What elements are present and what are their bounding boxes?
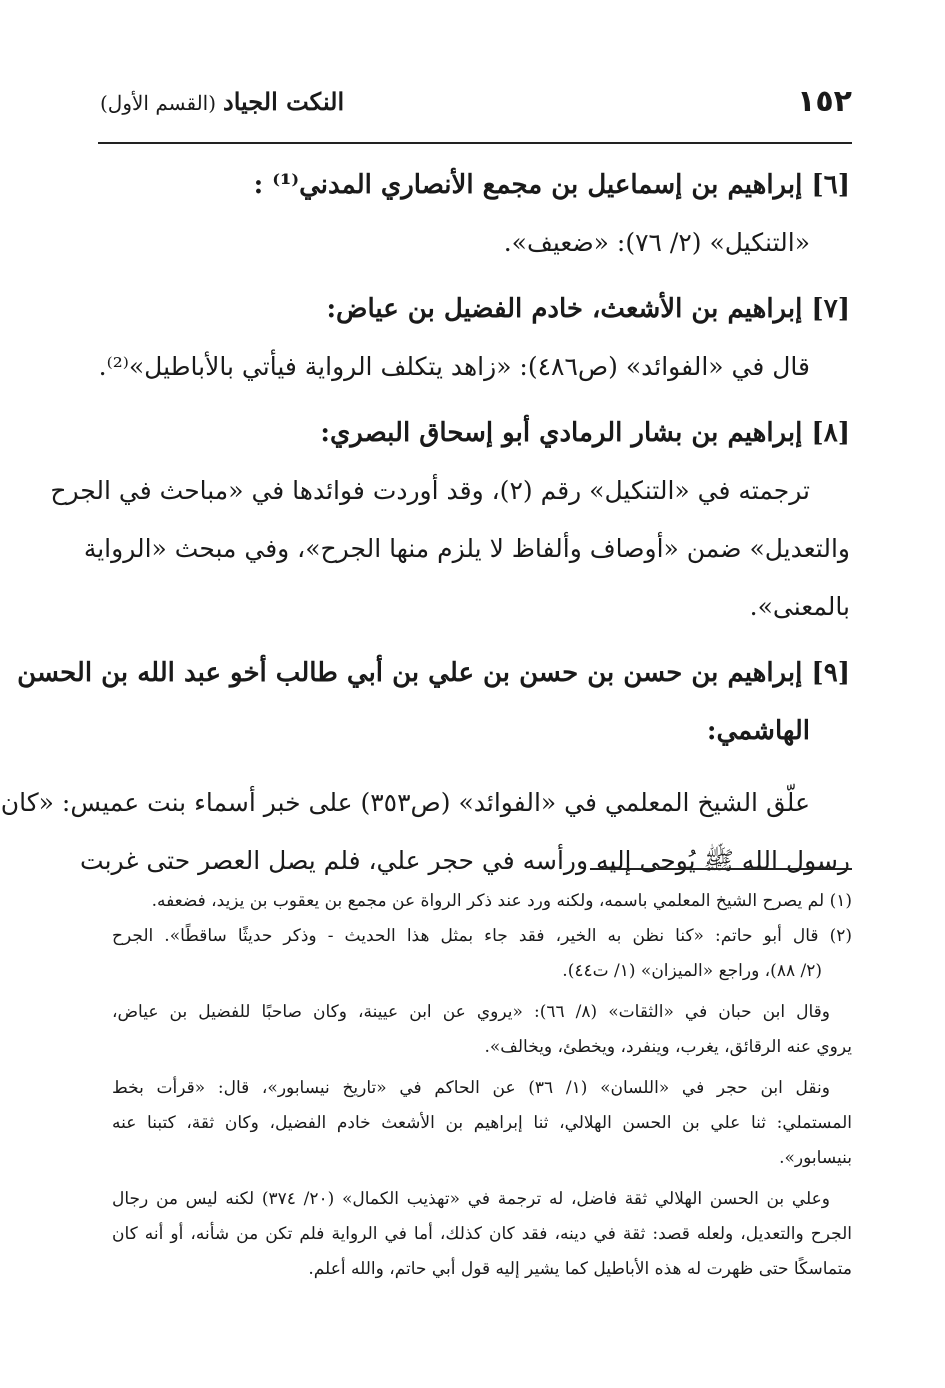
page-header xyxy=(100,82,852,122)
footnote-line: وعلي بن الحسن الهلالي ثقة فاضل، له ترجمة في «تهذيب الكمال» (٢٠/ ٣٧٤) لكنه ليس من رجال xyxy=(112,1189,831,1209)
entry-heading-9: [٩] إبراهيم بن حسن بن حسن بن علي بن أبي طالب أخو عبد الله بن الحسن xyxy=(17,658,850,688)
entry-text-line: بالمعنى». xyxy=(749,592,850,621)
footnote-line: يروي عنه الرقائق، يغرب، وينفرد، ويخطئ، ويخالف». xyxy=(484,1037,852,1057)
entry-heading-6: [٦] إبراهيم بن إسماعيل بن مجمع الأنصاري المدني⁽¹⁾ : xyxy=(253,170,850,200)
header-rule xyxy=(98,142,852,144)
entry-text-line: قال في «الفوائد» (ص٤٨٦): «زاهد يتكلف الرواية فيأتي بالأباطيل»⁽²⁾. xyxy=(98,352,810,381)
entry-text-line: علّق الشيخ المعلمي في «الفوائد» (ص٣٥٣) على خبر أسماء بنت عميس: «كان xyxy=(0,788,810,817)
footnote-line: ونقل ابن حجر في «اللسان» (١/ ٣٦) عن الحاكم في «تاريخ نيسابور»، قال: «قرأت بخط xyxy=(112,1078,830,1098)
entry-heading-9-cont: الهاشمي: xyxy=(706,716,810,746)
running-title-main: النكت الجياد xyxy=(223,87,345,116)
running-title-sub: (القسم الأول) xyxy=(100,91,217,115)
footnote-rule xyxy=(590,868,852,870)
page-number: ١٥٢ xyxy=(797,84,852,119)
main-text xyxy=(0,156,850,890)
entry-text-line: ترجمته في «التنكيل» رقم (٢)، وقد أوردت فوائدها في «مباحث في الجرح xyxy=(50,476,810,505)
entry-text-line: والتعديل» ضمن «أوصاف وألفاظ لا يلزم منها الجرح»، وفي مبحث «الرواية xyxy=(83,534,850,563)
footnote-line: متماسكًا حتى ظهرت له هذه الأباطيل كما يشير إليه قول أبي حاتم، والله أعلم. xyxy=(308,1259,852,1279)
entry-heading-7: [٧] إبراهيم بن الأشعث، خادم الفضيل بن عياض: xyxy=(326,294,850,324)
entry-text-line: «التنكيل» (٢/ ٧٦): «ضعيف». xyxy=(503,228,810,257)
entry-heading-8: [٨] إبراهيم بن بشار الرمادي أبو إسحاق البصري: xyxy=(320,418,850,448)
footnote-line: بنيسابور». xyxy=(779,1148,852,1168)
footnote-line: المستملي: ثنا علي بن الحسن الهلالي، ثنا إبراهيم بن الأشعث خادم الفضيل، وكان ثقة، كتبنا عنه xyxy=(112,1113,852,1133)
entry-text-line: رسول الله ﷺ يُوحى إليه ورأسه في حجر علي، فلم يصل العصر حتى غربت xyxy=(80,846,850,875)
footnote-1: (١) لم يصرح الشيخ المعلمي باسمه، ولكنه ورد عند ذكر الرواة عن مجمع بن يعقوب بن يزيد، فضعفه. xyxy=(151,891,852,911)
footnotes xyxy=(112,884,852,1287)
footnote-line: الجرح والتعديل، ولعله قصد: ثقة في دينه، فقد كان كذلك، أما في الرواية فلم تكن من شأنه، أو أنه كان xyxy=(112,1224,852,1244)
footnote-line: وقال ابن حبان في «الثقات» (٨/ ٦٦): «يروي عن ابن عيينة، وكان صاحبًا للفضيل بن عياض، xyxy=(112,1002,830,1022)
running-title xyxy=(100,86,344,120)
footnote-line: (٢/ ٨٨)، وراجع «الميزان» (١/ ت٤٤). xyxy=(562,961,822,981)
footnote-2: (٢) قال أبو حاتم: «كنا نظن به الخير، فقد جاء بمثل هذا الحديث - وذكر حديثًا ساقطًا». الجرح xyxy=(112,926,852,946)
